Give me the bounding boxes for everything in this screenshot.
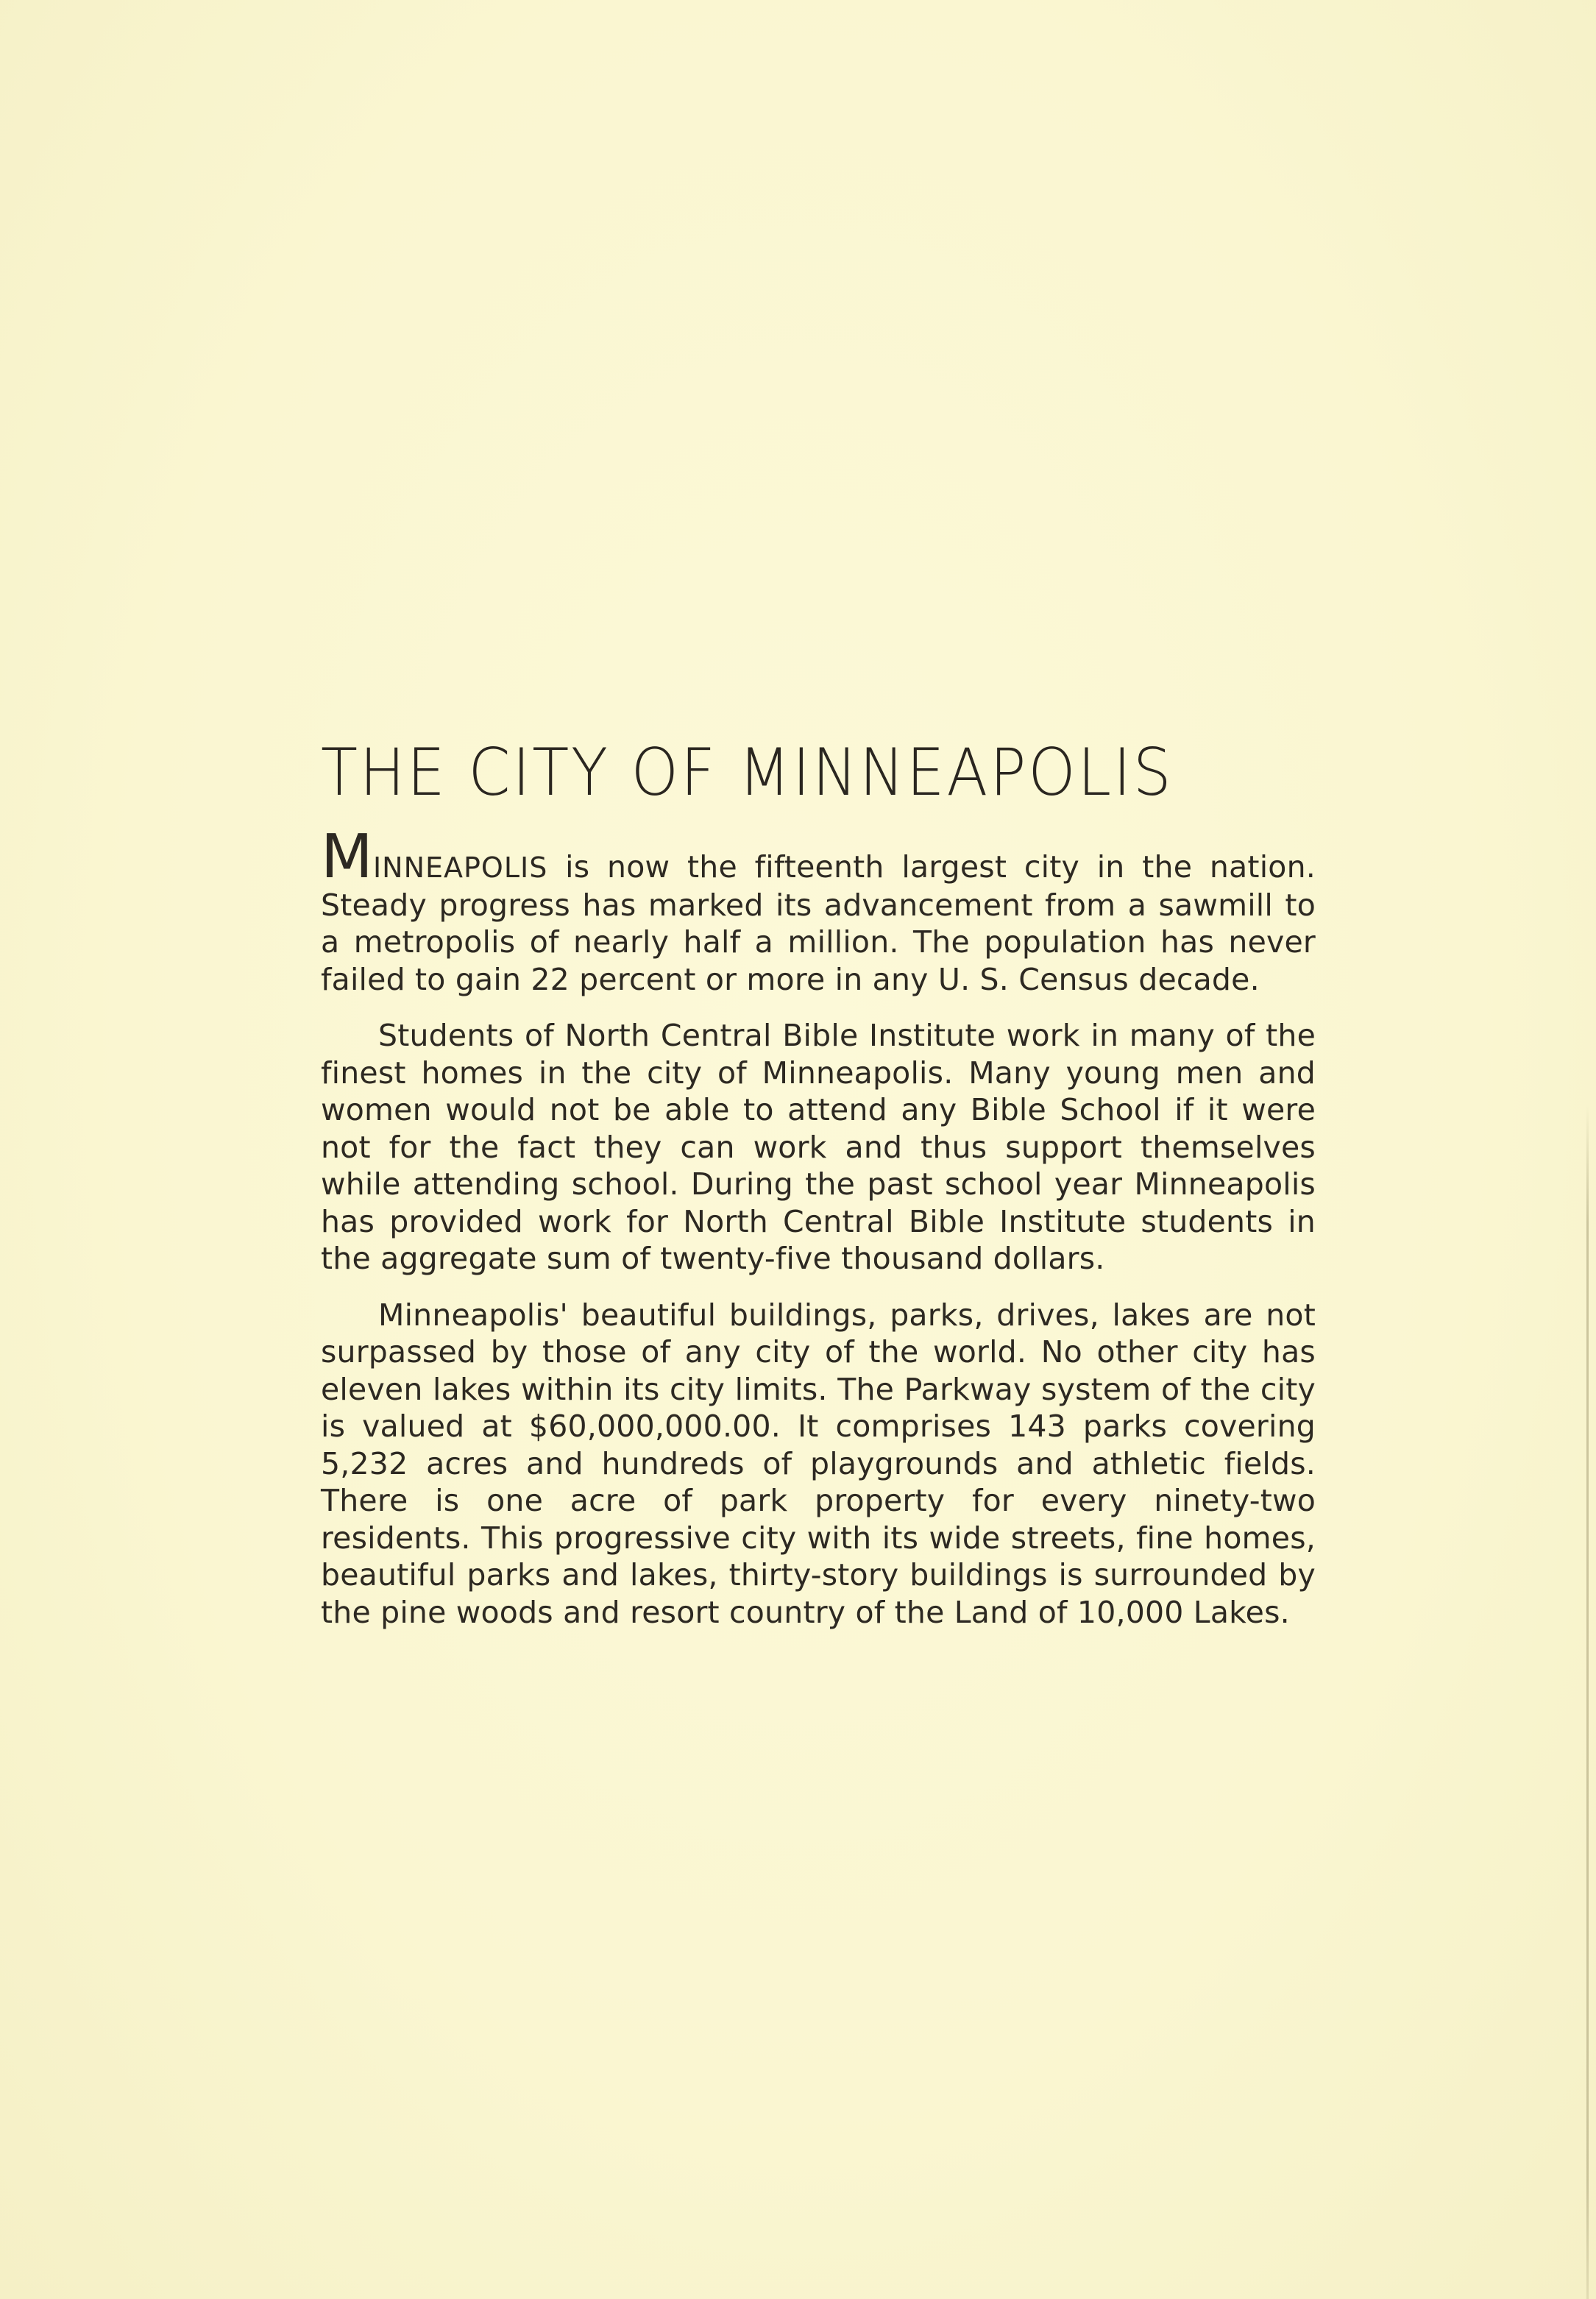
paragraph-parks: Minneapolis' beautiful buildings, parks, drives, lakes are not surpassed by those of any city of the world. No other city has eleven lakes within its city limits. The Parkway system of the city is valued at $60,000,000.00. It comprises 143 parks covering 5,232 acres and hundreds of playgrounds and athletic fields. There is one acre of park property for every ninety-two residents. This progressive city with its wide streets, fine homes, beautiful parks and lakes, thirty-story buildings is surrounded by the pine woods and resort country of the Land of 10,000 Lakes. <box>321 1297 1316 1630</box>
article <box>321 736 1316 1650</box>
paragraph-intro <box>321 822 1316 998</box>
drop-cap: M <box>321 822 373 892</box>
intro-lead-word: INNEAPOLIS <box>372 851 548 884</box>
intro-text: is now the fifteenth largest city in the nation. Steady progress has marked its advancement from a sawmill to a metropolis of nearly half a million. The population has never failed to gain 22 percent or more in any U. S. Census decade. <box>321 849 1316 997</box>
page-title: THE CITY OF MINNEAPOLIS <box>321 734 1174 810</box>
paragraph-students: Students of North Central Bible Institute work in many of the finest homes in the city of Minneapolis. Many young men and women would not be able to attend any Bible School if it were not for the fact they can work and thus support themselves while attending school. During the past school year Minneapolis has provided work for North Central Bible Institute students in the aggregate sum of twenty-five thousand dollars. <box>321 1018 1316 1276</box>
page-edge-shadow <box>1586 1104 1589 2299</box>
